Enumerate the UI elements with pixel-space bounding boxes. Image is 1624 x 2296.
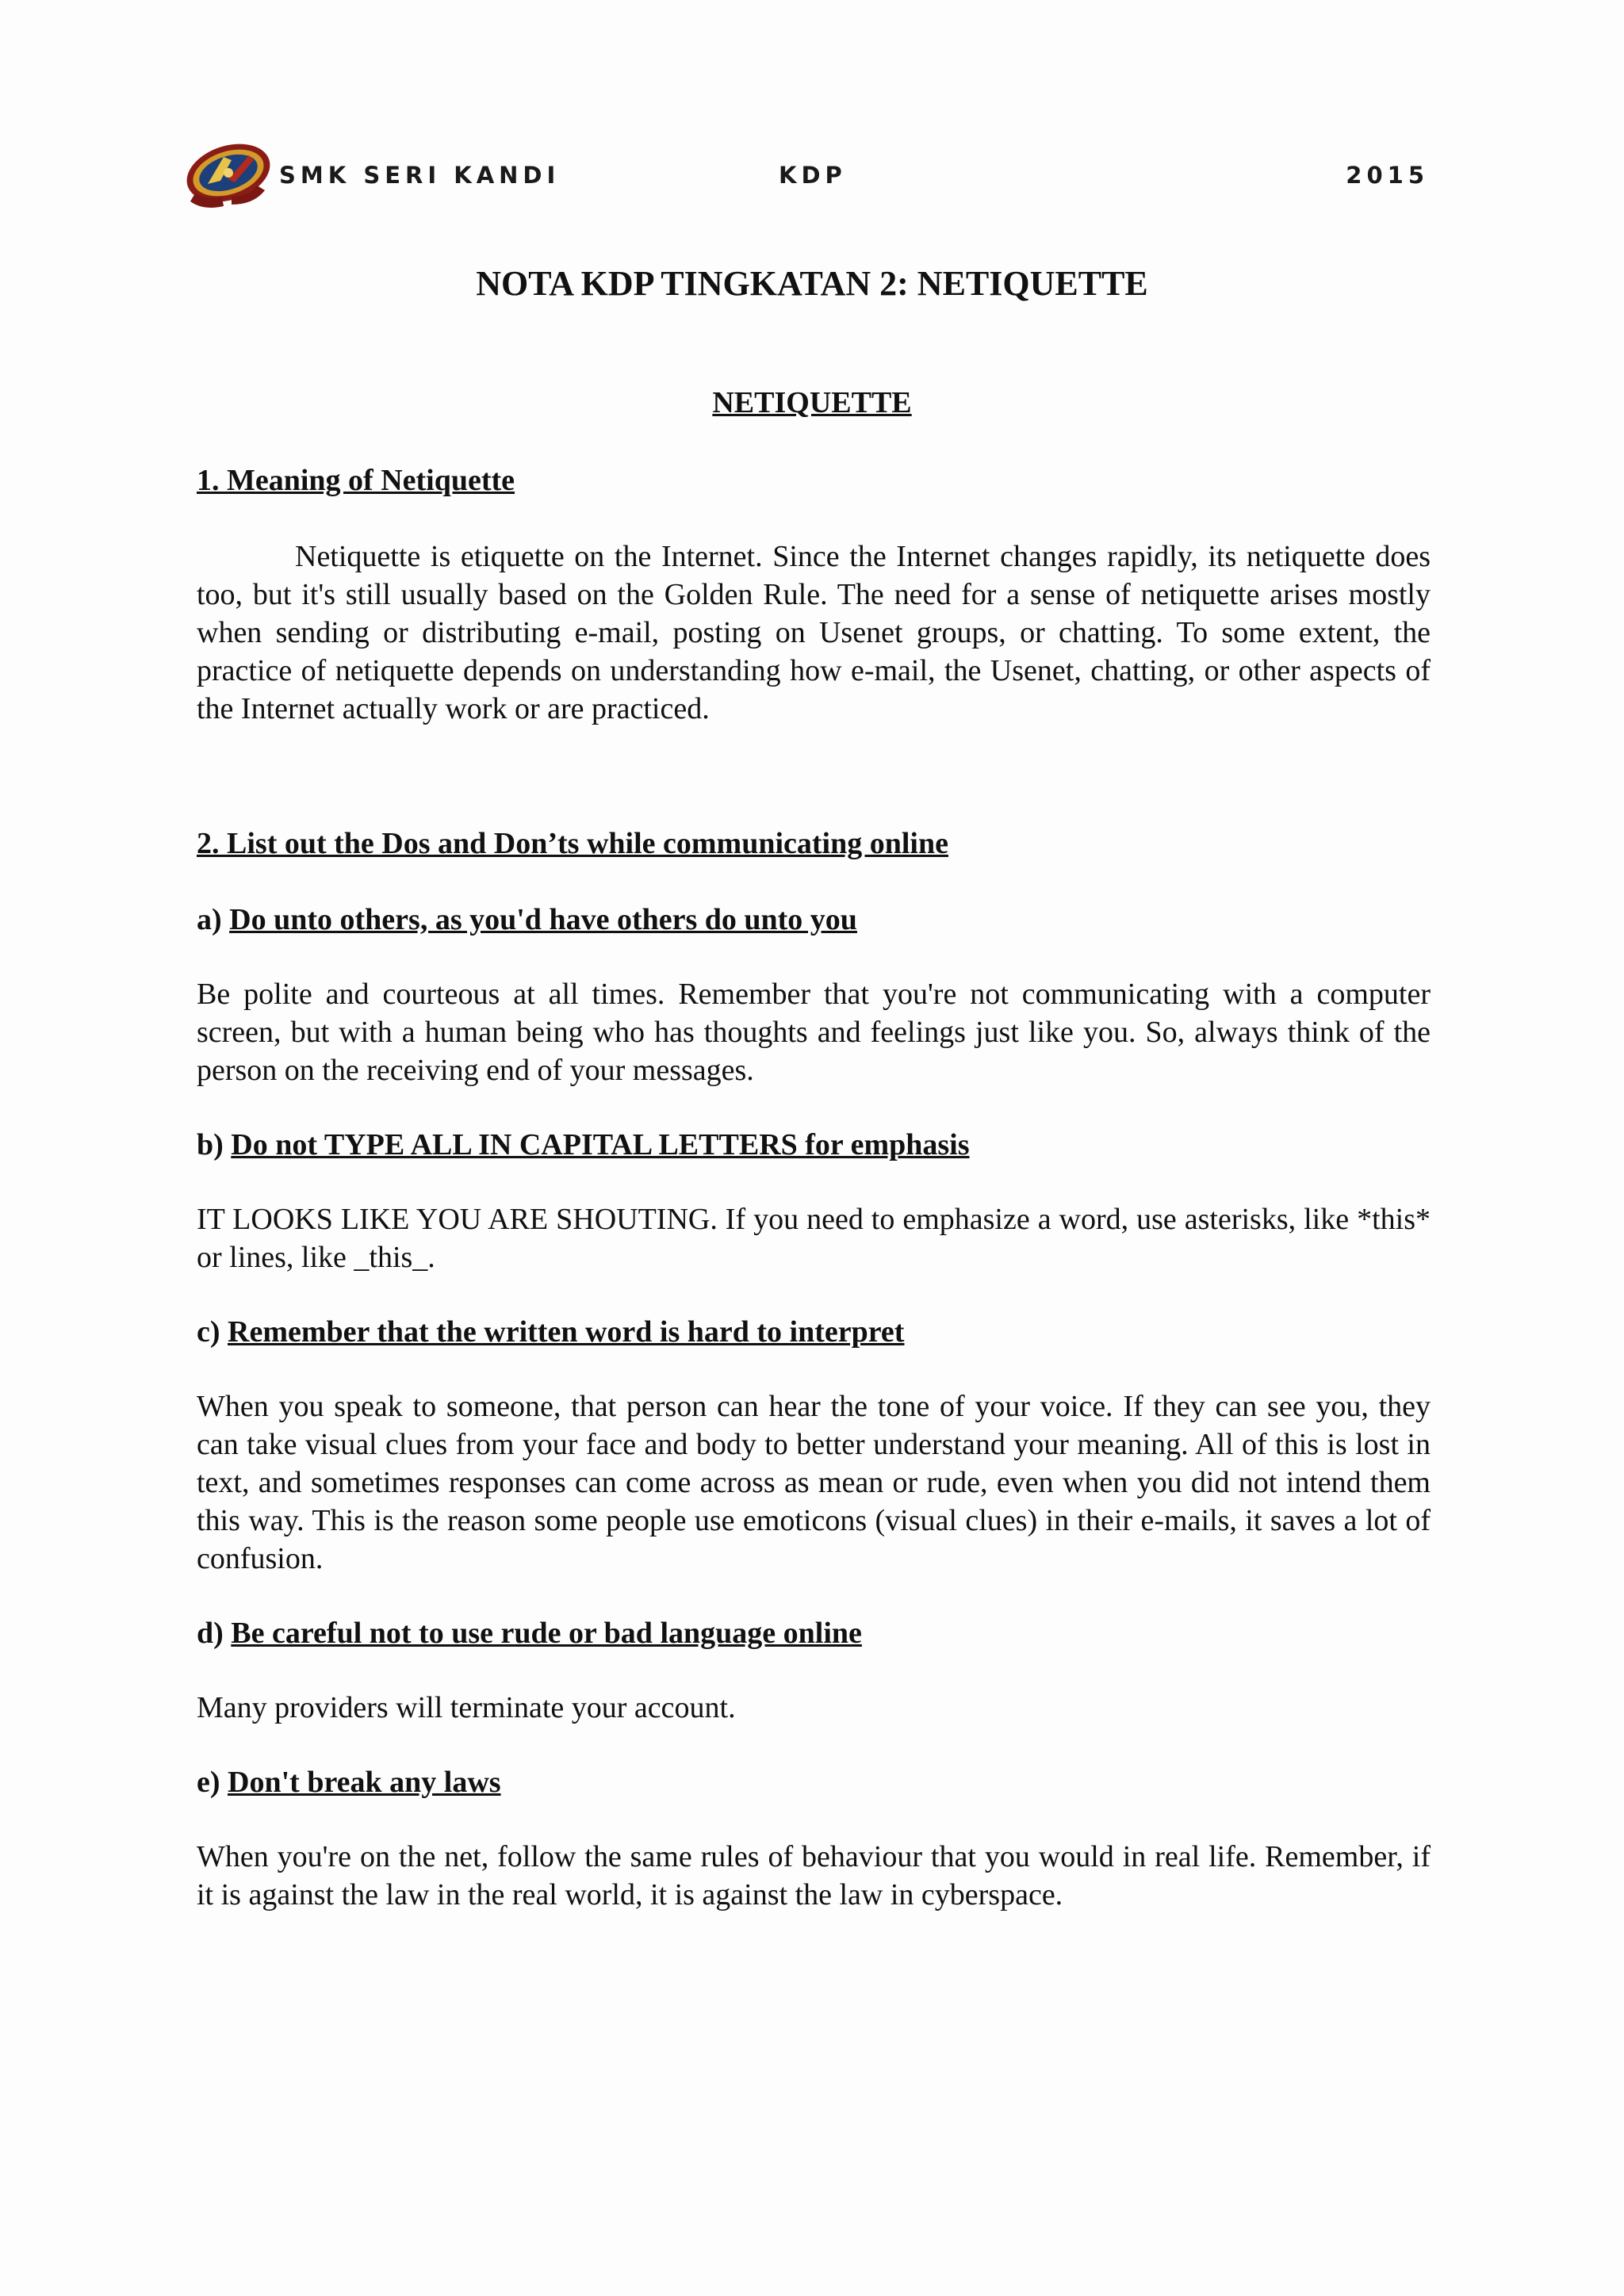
rule-c-title: Remember that the written word is hard to interpret [228,1315,905,1349]
rule-a-body: Be polite and courteous at all times. Remember that you're not communicating with a computer screen, but with a human being who has thoughts and feelings just like you. So, always think of the person on the receiving end of your messages. [197,978,1431,1087]
header-year: 2015 [1346,162,1429,189]
rule-c-body: When you speak to someone, that person can hear the tone of your voice. If they can see you, they can take visual clues from your face and body to better understand your meaning. All of this is lost in text, and sometimes responses can come across as mean or rude, even when you did not intend them this way. This is the reason some people use emoticons (visual clues) in their e-mails, it saves a lot of confusion. [197,1390,1431,1575]
rule-e-title: Don't break any laws [228,1766,501,1799]
header-subject: KDP [779,162,847,189]
meaning-paragraph: Netiquette is etiquette on the Internet. Since the Internet changes rapidly, its netiquette does too, but it's still usually based on the Golden Rule. The need for a sense of netiquette arises mostly when sending or distributing e-mail, posting on Usenet groups, or chatting. To some extent, the practice of netiquette depends on understanding how e-mail, the Usenet, chatting, or other aspects of the Internet actually work or are practiced. [197,540,1431,725]
school-crest-icon [176,133,278,216]
document-body [197,461,1431,1914]
section-title: NETIQUETTE [712,386,912,419]
rule-e-body: When you're on the net, follow the same rules of behaviour that you would in real life. Remember, if it is against the law in the real world, it is against the law in cyberspace. [197,1840,1431,1911]
rule-c-marker: c) [197,1315,220,1349]
rule-b-heading [197,1126,1431,1164]
header-school-name: SMK SERI KANDI [279,162,561,189]
rule-b-body: IT LOOKS LIKE YOU ARE SHOUTING. If you need to emphasize a word, use asterisks, like *this* or lines, like _this_. [197,1203,1431,1274]
rule-d-marker: d) [197,1617,224,1650]
document-title: NOTA KDP TINGKATAN 2: NETIQUETTE [476,264,1148,303]
meaning-heading: 1. Meaning of Netiquette [197,464,515,497]
rule-c-heading [197,1313,1431,1351]
rule-a-heading [197,901,1431,939]
rule-e-heading [197,1763,1431,1801]
rule-d-body: Many providers will terminate your account. [197,1691,736,1724]
rule-b-title: Do not TYPE ALL IN CAPITAL LETTERS for emphasis [231,1128,970,1161]
rule-a-marker: a) [197,903,222,936]
rule-e-marker: e) [197,1766,220,1799]
dos-donts-heading: 2. List out the Dos and Don’ts while communicating online [197,827,948,860]
rule-d-title: Be careful not to use rude or bad language online [231,1617,862,1650]
rule-a-title: Do unto others, as you'd have others do unto you [229,903,857,936]
rule-d-heading [197,1614,1431,1652]
page-header [176,133,1429,216]
rule-b-marker: b) [197,1128,224,1161]
